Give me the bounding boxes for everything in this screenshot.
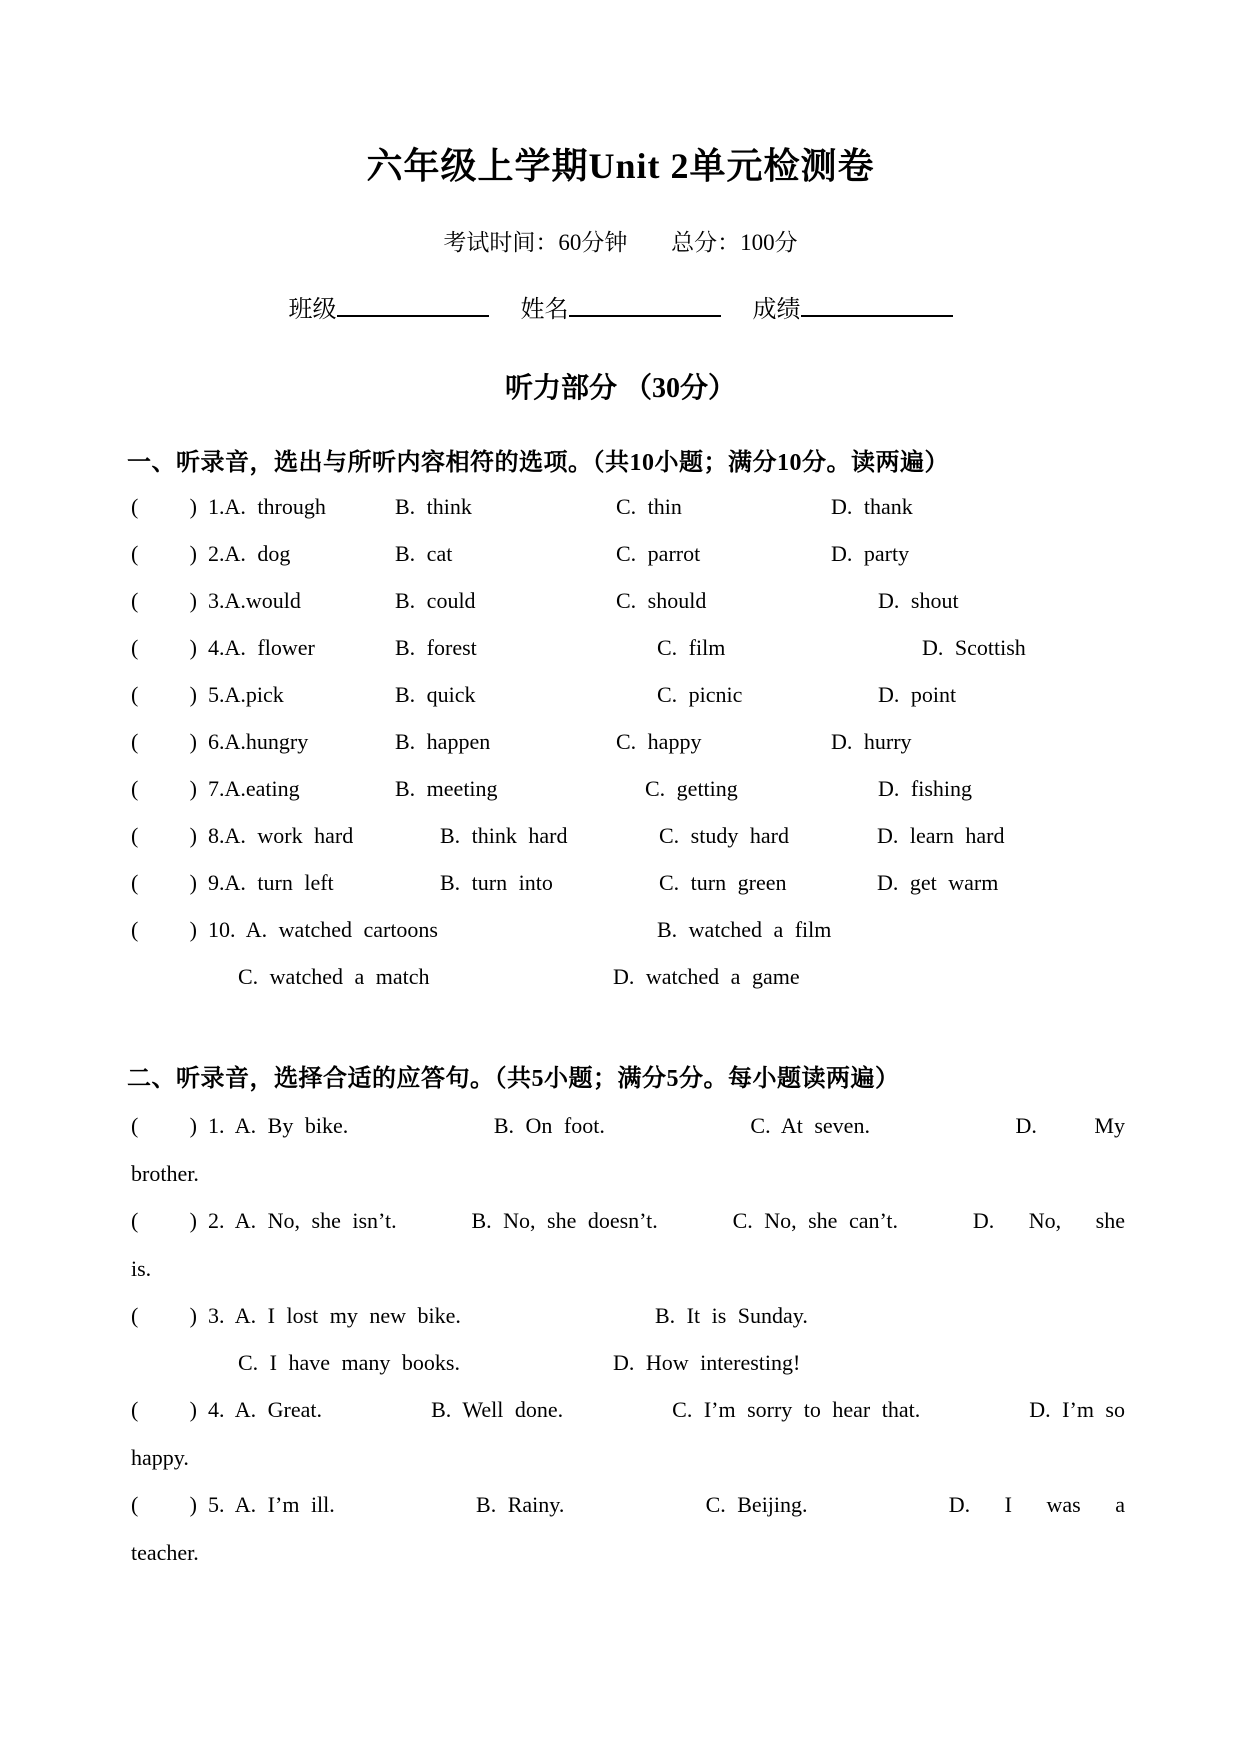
question-lead: [131, 1397, 322, 1423]
option-d: D. thank: [831, 494, 913, 519]
option-b: B. turn into: [440, 870, 553, 895]
class-label: 班级: [288, 297, 337, 323]
option-c: C. watched a match: [238, 964, 430, 989]
p2-question-4-continuation: happy.: [131, 1444, 189, 1470]
option-a: 5. A. I’m ill.: [208, 1492, 335, 1517]
p1-question-7: [0, 776, 1241, 823]
option-d: D. I’m so: [1029, 1397, 1125, 1422]
option-c: C. getting: [645, 776, 738, 801]
p1-question-3: [0, 588, 1241, 635]
option-a: 3.A.would: [208, 588, 301, 613]
answer-bracket[interactable]: [131, 635, 197, 661]
p2-question-4: [131, 1397, 1125, 1445]
p1-question-6: [0, 729, 1241, 776]
option-d: D. learn hard: [877, 823, 1005, 848]
option-a: 9.A. turn left: [208, 870, 334, 895]
bracket-open: (: [131, 917, 139, 942]
class-fill-line[interactable]: [337, 291, 489, 317]
answer-bracket[interactable]: [131, 823, 197, 849]
option-a: 2. A. No, she isn’t.: [208, 1208, 397, 1233]
option-c: C. turn green: [659, 870, 787, 895]
bracket-open: (: [131, 1208, 139, 1233]
answer-bracket[interactable]: [131, 1208, 197, 1234]
score-field: [753, 289, 953, 324]
exam-total-score: 总分：100分: [671, 230, 798, 255]
option-c: C. happy: [616, 729, 702, 754]
option-d: D. party: [831, 541, 910, 566]
listening-section-title: 听力部分 （30分）: [504, 373, 736, 404]
p2-question-3: [0, 1303, 1241, 1350]
option-b: B. cat: [395, 541, 453, 566]
option-a: 2.A. dog: [208, 541, 291, 566]
option-d: D. fishing: [878, 776, 972, 801]
option-b: B. Well done.: [431, 1397, 564, 1422]
option-b: B. forest: [395, 635, 477, 660]
option-c: C. No, she can’t.: [732, 1208, 899, 1233]
option-d: D. shout: [878, 588, 959, 613]
option-d: D. No, she: [972, 1208, 1125, 1233]
p1-question-4: [0, 635, 1241, 682]
bracket-close: ): [189, 1113, 197, 1138]
question-lead: [131, 1492, 335, 1518]
option-c: C. I have many books.: [238, 1350, 460, 1375]
answer-bracket[interactable]: [131, 1303, 197, 1329]
question-lead: [131, 1208, 397, 1234]
bracket-close: ): [189, 1492, 197, 1517]
option-a: 5.A.pick: [208, 682, 284, 707]
part2-questions: [0, 1113, 1241, 1587]
option-a: 3. A. I lost my new bike.: [208, 1303, 461, 1328]
answer-bracket[interactable]: [131, 776, 197, 802]
name-fill-line[interactable]: [569, 291, 721, 317]
score-fill-line[interactable]: [801, 291, 953, 317]
bracket-close: ): [189, 823, 197, 848]
bracket-open: (: [131, 588, 139, 613]
option-c: C. study hard: [659, 823, 789, 848]
bracket-open: (: [131, 823, 139, 848]
score-label: 成绩: [752, 297, 801, 323]
student-fields: [0, 289, 1241, 324]
p2-question-2: [131, 1208, 1125, 1256]
option-d: D. hurry: [831, 729, 912, 754]
bracket-close: ): [189, 635, 197, 660]
option-c: C. parrot: [616, 541, 701, 566]
option-b: B. watched a film: [657, 917, 832, 942]
bracket-close: ): [189, 1397, 197, 1422]
p2-question-1: [131, 1113, 1125, 1161]
option-a: 10. A. watched cartoons: [208, 917, 438, 942]
option-d: D. How interesting!: [613, 1350, 801, 1375]
bracket-open: (: [131, 776, 139, 801]
option-d: D. I was a: [948, 1492, 1125, 1517]
option-a: 4.A. flower: [208, 635, 315, 660]
option-b: B. think hard: [440, 823, 568, 848]
class-field: [289, 289, 489, 324]
bracket-close: ): [189, 729, 197, 754]
option-b: B. quick: [395, 682, 476, 707]
option-b: B. No, she doesn’t.: [471, 1208, 658, 1233]
p2-question-5-continuation: teacher.: [131, 1539, 199, 1565]
part1-questions: [0, 494, 1241, 1011]
bracket-close: ): [189, 494, 197, 519]
question-lead: [131, 1113, 348, 1139]
p1-question-10-line2: [0, 964, 1241, 1011]
option-c: C. At seven.: [750, 1113, 870, 1138]
answer-bracket[interactable]: [131, 588, 197, 614]
option-c: C. thin: [616, 494, 682, 519]
option-a: 4. A. Great.: [208, 1397, 323, 1422]
p1-question-5: [0, 682, 1241, 729]
name-field: [521, 289, 721, 324]
answer-bracket[interactable]: [131, 1492, 197, 1518]
bracket-open: (: [131, 1113, 139, 1138]
option-a: 1.A. through: [208, 494, 326, 519]
option-b: B. It is Sunday.: [655, 1303, 808, 1328]
answer-bracket[interactable]: [131, 729, 197, 755]
option-d: D. watched a game: [613, 964, 800, 989]
option-d: D. My: [1015, 1113, 1125, 1138]
option-b: B. On foot.: [493, 1113, 605, 1138]
name-label: 姓名: [520, 297, 569, 323]
bracket-close: ): [189, 541, 197, 566]
option-c: C. film: [657, 635, 726, 660]
bracket-open: (: [131, 682, 139, 707]
bracket-close: ): [189, 1303, 197, 1328]
bracket-open: (: [131, 1303, 139, 1328]
exam-meta: [0, 224, 1241, 257]
option-a: 6.A.hungry: [208, 729, 309, 754]
bracket-close: ): [189, 870, 197, 895]
option-c: C. picnic: [657, 682, 743, 707]
p1-question-1: [0, 494, 1241, 541]
option-d: D. get warm: [877, 870, 999, 895]
option-a: 8.A. work hard: [208, 823, 354, 848]
answer-bracket[interactable]: [131, 870, 197, 896]
bracket-close: ): [189, 1208, 197, 1233]
p1-question-9: [0, 870, 1241, 917]
bracket-close: ): [189, 917, 197, 942]
answer-bracket[interactable]: [131, 1397, 197, 1423]
bracket-close: ): [189, 588, 197, 613]
option-b: B. Rainy.: [476, 1492, 565, 1517]
page-title: 六年级上学期Unit 2单元检测卷: [366, 146, 875, 186]
bracket-close: ): [189, 682, 197, 707]
option-b: B. happen: [395, 729, 491, 754]
bracket-open: (: [131, 729, 139, 754]
option-b: B. could: [395, 588, 476, 613]
answer-bracket[interactable]: [131, 682, 197, 708]
bracket-open: (: [131, 494, 139, 519]
option-d: D. point: [878, 682, 957, 707]
option-c: C. should: [616, 588, 707, 613]
option-b: B. meeting: [395, 776, 498, 801]
bracket-open: (: [131, 870, 139, 895]
answer-bracket[interactable]: [131, 1113, 197, 1139]
part2-heading: 二、听录音，选择合适的应答句。（共5小题；满分5分。每小题读两遍）: [127, 1066, 900, 1092]
bracket-open: (: [131, 1397, 139, 1422]
answer-bracket[interactable]: [131, 541, 197, 567]
bracket-open: (: [131, 1492, 139, 1517]
p1-question-10: [0, 917, 1241, 964]
bracket-open: (: [131, 541, 139, 566]
p1-question-8: [0, 823, 1241, 870]
option-c: C. I’m sorry to hear that.: [672, 1397, 921, 1422]
exam-duration: 考试时间：60分钟: [443, 230, 628, 255]
option-c: C. Beijing.: [705, 1492, 808, 1517]
answer-bracket[interactable]: [131, 494, 197, 520]
p2-question-5: [131, 1492, 1125, 1540]
option-a: 7.A.eating: [208, 776, 300, 801]
p1-question-2: [0, 541, 1241, 588]
p2-question-1-continuation: brother.: [131, 1160, 199, 1186]
bracket-open: (: [131, 635, 139, 660]
answer-bracket[interactable]: [131, 917, 197, 943]
part1-heading: 一、听录音，选出与所听内容相符的选项。（共10小题；满分10分。读两遍）: [127, 450, 949, 476]
option-d: D. Scottish: [922, 635, 1026, 660]
option-b: B. think: [395, 494, 472, 519]
p2-question-3-line2: [0, 1350, 1241, 1397]
option-a: 1. A. By bike.: [208, 1113, 349, 1138]
bracket-close: ): [189, 776, 197, 801]
p2-question-2-continuation: is.: [131, 1255, 152, 1281]
